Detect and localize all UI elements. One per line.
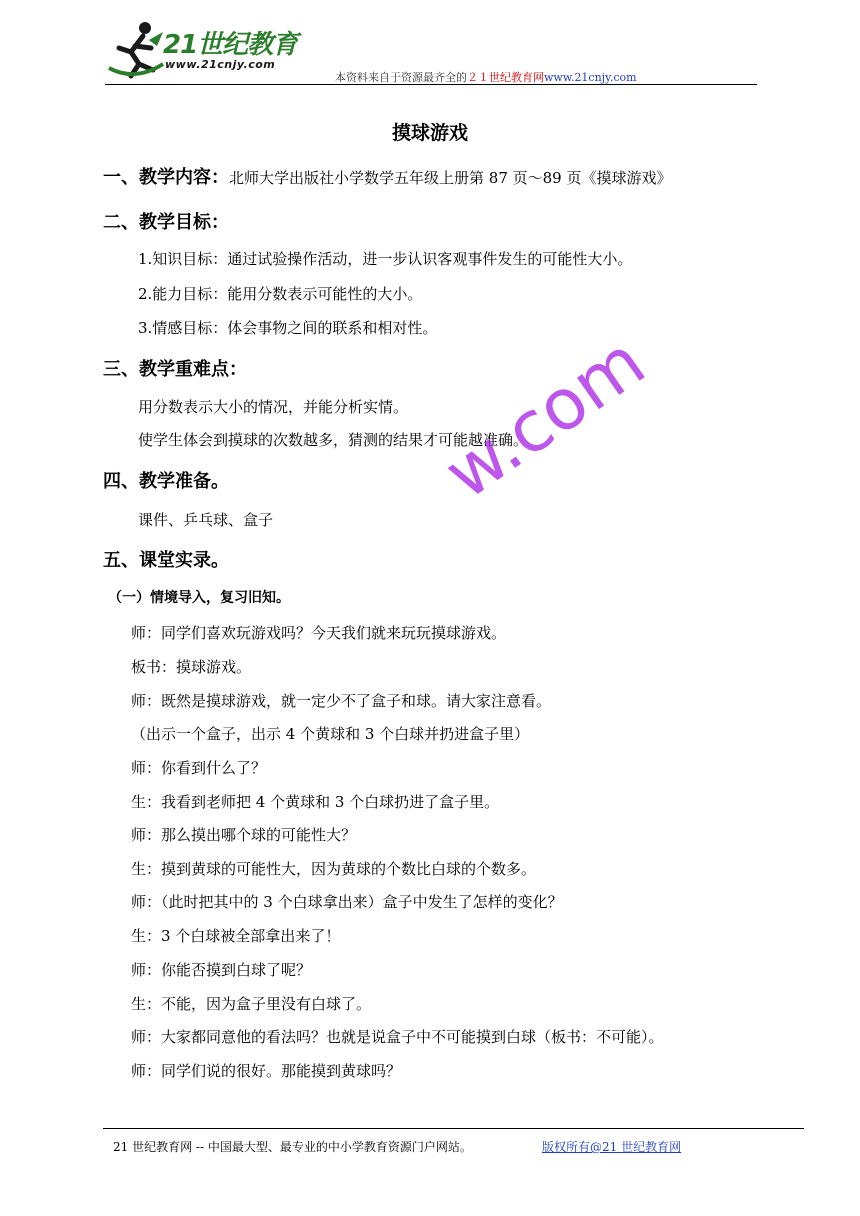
footer-text: 21 世纪教育网 -- 中国最大型、最专业的中小学教育资源门户网站。 (113, 1140, 472, 1154)
preparation-text: 课件、乒乓球、盒子 (138, 511, 274, 529)
section-content-heading: 一、教学内容： (103, 167, 229, 188)
dialogue-line: 师：你能否摸到白球了呢？ (131, 961, 312, 979)
goal-item: 2.能力目标：能用分数表示可能性的大小。 (138, 285, 423, 303)
footer-copyright-link[interactable]: 版权所有@21 世纪教育网 (542, 1140, 682, 1154)
section-goals-heading: 二、教学目标： (103, 212, 229, 233)
header-source-note (335, 69, 637, 85)
section-preparation-heading: 四、教学准备。 (103, 471, 229, 492)
dialogue-line: 师：（此时把其中的 3 个白球拿出来）盒子中发生了怎样的变化？ (131, 893, 563, 911)
dialogue-line: 师：那么摸出哪个球的可能性大？ (131, 826, 357, 844)
logo-text: 21世纪教育 (163, 30, 298, 60)
dialogue-line: 师：既然是摸球游戏，就一定少不了盒子和球。请大家注意看。 (131, 692, 552, 710)
logo-url: www.21cnjy.com (165, 58, 276, 71)
dialogue-line: 生：3 个白球被全部拿出来了！ (131, 927, 341, 945)
keypoint-item: 使学生体会到摸球的次数越多，猜测的结果才可能越准确。 (138, 431, 529, 449)
header-site-link[interactable]: ２１世纪教育网 (467, 71, 544, 84)
section-keypoints-heading: 三、教学重难点： (103, 359, 247, 380)
footer-divider (103, 1128, 804, 1129)
header-url-link[interactable]: www.21cnjy.com (544, 71, 637, 84)
dialogue-line: 师：同学们喜欢玩游戏吗？今天我们就来玩玩摸球游戏。 (131, 624, 507, 642)
dialogue-line: （出示一个盒子，出示 4 个黄球和 3 个白球并扔进盒子里） (131, 725, 530, 743)
site-logo[interactable] (105, 18, 305, 82)
page-title: 摸球游戏 (391, 122, 468, 144)
page-header (105, 18, 757, 86)
dialogue-line: 师：大家都同意他的看法吗？也就是说盒子中不可能摸到白球（板书：不可能）。 (131, 1028, 664, 1046)
dialogue-line: 生：我看到老师把 4 个黄球和 3 个白球扔进了盒子里。 (131, 793, 500, 811)
dialogue-line: 师：同学们说的很好。那能摸到黄球吗？ (131, 1062, 402, 1080)
dialogue-line: 生：摸到黄球的可能性大，因为黄球的个数比白球的个数多。 (131, 860, 537, 878)
running-figure-icon (105, 18, 165, 82)
watermark: w.com (430, 320, 660, 516)
dialogue-line: 板书：摸球游戏。 (131, 658, 252, 676)
subsection-heading: （一）情境导入，复习旧知。 (108, 590, 290, 606)
goal-item: 3.情感目标：体会事物之间的联系和相对性。 (138, 319, 438, 337)
header-note-prefix: 本资料来自于资源最齐全的 (335, 71, 467, 84)
section-record-heading: 五、课堂实录。 (103, 550, 229, 571)
dialogue-line: 生：不能，因为盒子里没有白球了。 (131, 995, 372, 1013)
keypoint-item: 用分数表示大小的情况，并能分析实情。 (138, 398, 409, 416)
goal-item: 1.知识目标：通过试验操作活动，进一步认识客观事件发生的可能性大小。 (138, 250, 633, 268)
section-content (103, 163, 671, 189)
dialogue-line: 师：你看到什么了？ (131, 759, 267, 777)
section-content-text: 北师大学出版社小学数学五年级上册第 87 页～89 页《摸球游戏》 (229, 169, 672, 187)
header-divider (105, 84, 757, 85)
